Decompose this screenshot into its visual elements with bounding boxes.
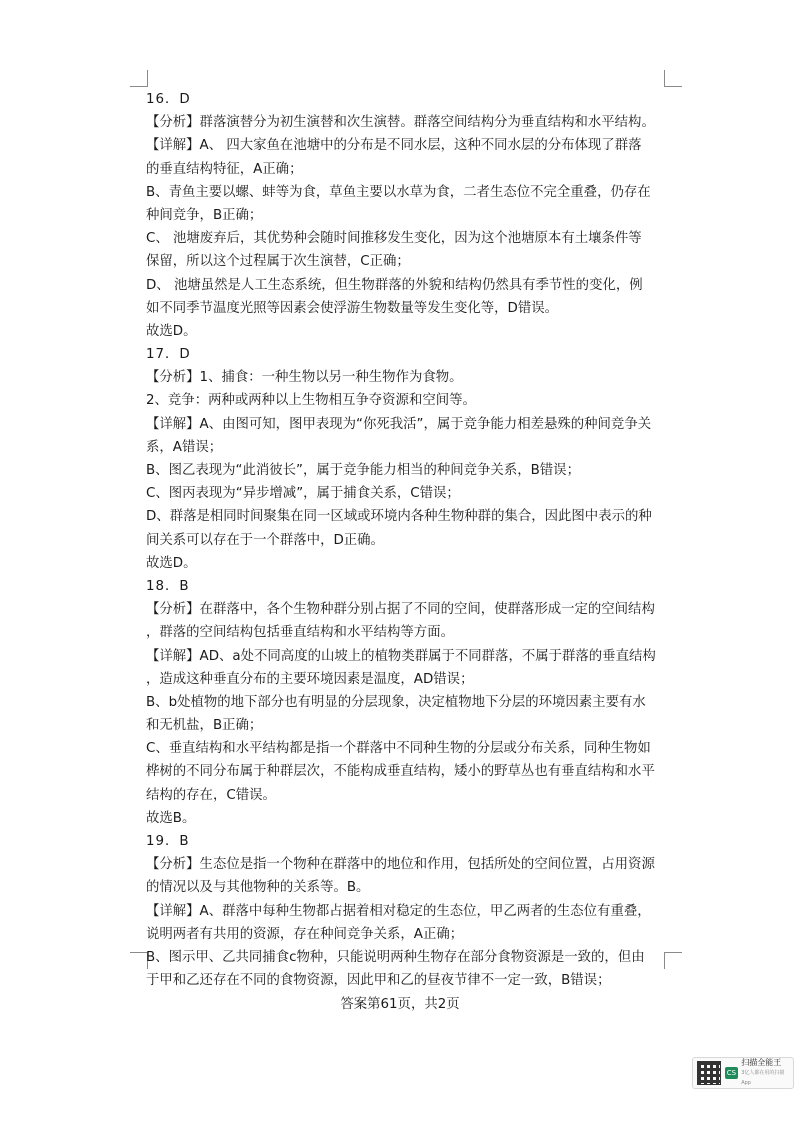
- text-line: 系，A错误；: [146, 439, 223, 455]
- text-line: B、青鱼主要以螺、蚌等为食，草鱼主要以水草为食，二者生态位不完全重叠，仍存在: [146, 184, 651, 200]
- crop-mark-top-left-h: [130, 86, 148, 87]
- text-line: 【分析】生态位是指一个物种在群落中的地位和作用，包括所处的空间位置，占用资源: [146, 857, 655, 873]
- text-line: 间关系可以存在于一个群落中，D正确。: [146, 532, 384, 548]
- question-number: 19．B: [146, 834, 190, 849]
- answer-content: [146, 88, 666, 992]
- crop-mark-top-left-v: [147, 70, 148, 87]
- text-line: ，造成这种垂直分布的主要环境因素是温度，AD错误；: [146, 671, 474, 687]
- text-line: 保留，所以这个过程属于次生演替，C正确；: [146, 254, 410, 270]
- text-line: 【详解】A、由图可知，图甲表现为“你死我活”，属于竞争能力相差悬殊的种间竞争关: [146, 416, 652, 432]
- crop-mark-bottom-right-h: [664, 952, 682, 953]
- crop-mark-top-right-v: [664, 70, 665, 87]
- text-line: 于甲和乙还存在不同的食物资源，因此甲和乙的昼夜节律不一定一致，B错误；: [146, 973, 611, 989]
- text-line: 桦树的不同分布属于种群层次，不能构成垂直结构，矮小的野草丛也有垂直结构和水平: [146, 764, 655, 780]
- text-line: 【详解】A、群落中每种生物都占据着相对稳定的生态位，甲乙两者的生态位有重叠，: [146, 903, 651, 919]
- crop-mark-top-right-h: [664, 86, 682, 87]
- text-line: 的情况以及与其他物种的关系等。B。: [146, 880, 370, 896]
- text-line: B、图乙表现为“此消彼长”，属于竞争能力相当的种间竞争关系，B错误；: [146, 463, 580, 478]
- text-line: B、b处植物的地下部分也有明显的分层现象，决定植物地下分层的环境因素主要有水: [146, 694, 646, 710]
- question-number: 16．D: [146, 92, 191, 107]
- text-line: 【分析】群落演替分为初生演替和次生演替。群落空间结构分为垂直结构和水平结构。: [146, 115, 655, 131]
- text-line: 和无机盐，B正确；: [146, 718, 263, 734]
- text-line: 2、竞争：两种或两种以上生物相互争夺资源和空间等。: [146, 393, 476, 409]
- question-number: 18．B: [146, 578, 190, 594]
- camscanner-logo-icon: CS: [725, 1067, 739, 1079]
- text-line: 说明两者有共用的资源，存在种间竞争关系，A正确；: [146, 926, 464, 942]
- question-number: 17．D: [146, 347, 191, 363]
- text-line: ，群落的空间结构包括垂直结构和水平结构等方面。: [146, 625, 454, 641]
- text-line: C、图丙表现为“异步增减”，属于捕食关系，C错误；: [146, 486, 460, 502]
- text-line: B、图示甲、乙共同捕食c物种，只能说明两种生物存在部分食物资源是一致的，但由: [146, 949, 645, 965]
- qr-code-icon: [697, 1061, 721, 1085]
- text-line: 种间竞争，B正确；: [146, 207, 263, 223]
- scanner-watermark: [692, 1057, 794, 1089]
- watermark-brand: 扫描全能王: [741, 1058, 782, 1067]
- text-line: 故选D。: [146, 555, 197, 571]
- text-line: 【详解】A、 四大家鱼在池塘中的分布是不同水层，这种不同水层的分布体现了群落: [146, 138, 642, 154]
- page-footer: 答案第61页，共2页: [340, 997, 460, 1012]
- text-line: D、 池塘虽然是人工生态系统，但生物群落的外貌和结构仍然具有季节性的变化，例: [146, 277, 643, 293]
- text-line: 结构的存在，C错误。: [146, 787, 276, 803]
- text-line: 【详解】AD、a处不同高度的山坡上的植物类群属于不同群落，不属于群落的垂直结构: [146, 648, 656, 664]
- watermark-slogan: 3亿人都在用的扫描App: [741, 1070, 785, 1086]
- text-line: C、垂直结构和水平结构都是指一个群落中不同种生物的分层或分布关系，同种生物如: [146, 741, 651, 757]
- text-line: 的垂直结构特征，A正确；: [146, 161, 303, 177]
- watermark-text: [741, 1058, 793, 1088]
- text-line: 【分析】1、捕食：一种生物以另一种生物作为食物。: [146, 370, 463, 386]
- text-line: D、群落是相同时间聚集在同一区域或环境内各种生物种群的集合，因此图中表示的种: [146, 509, 652, 525]
- text-line: 【分析】在群落中，各个生物种群分别占据了不同的空间，使群落形成一定的空间结构: [146, 602, 655, 618]
- text-line: 故选B。: [146, 810, 196, 826]
- text-line: 故选D。: [146, 323, 197, 339]
- text-line: C、 池塘废弃后，其优势种会随时间推移发生变化，因为这个池塘原本有土壤条件等: [146, 231, 642, 247]
- text-line: 如不同季节温度光照等因素会使浮游生物数量等发生变化等，D错误。: [146, 300, 559, 316]
